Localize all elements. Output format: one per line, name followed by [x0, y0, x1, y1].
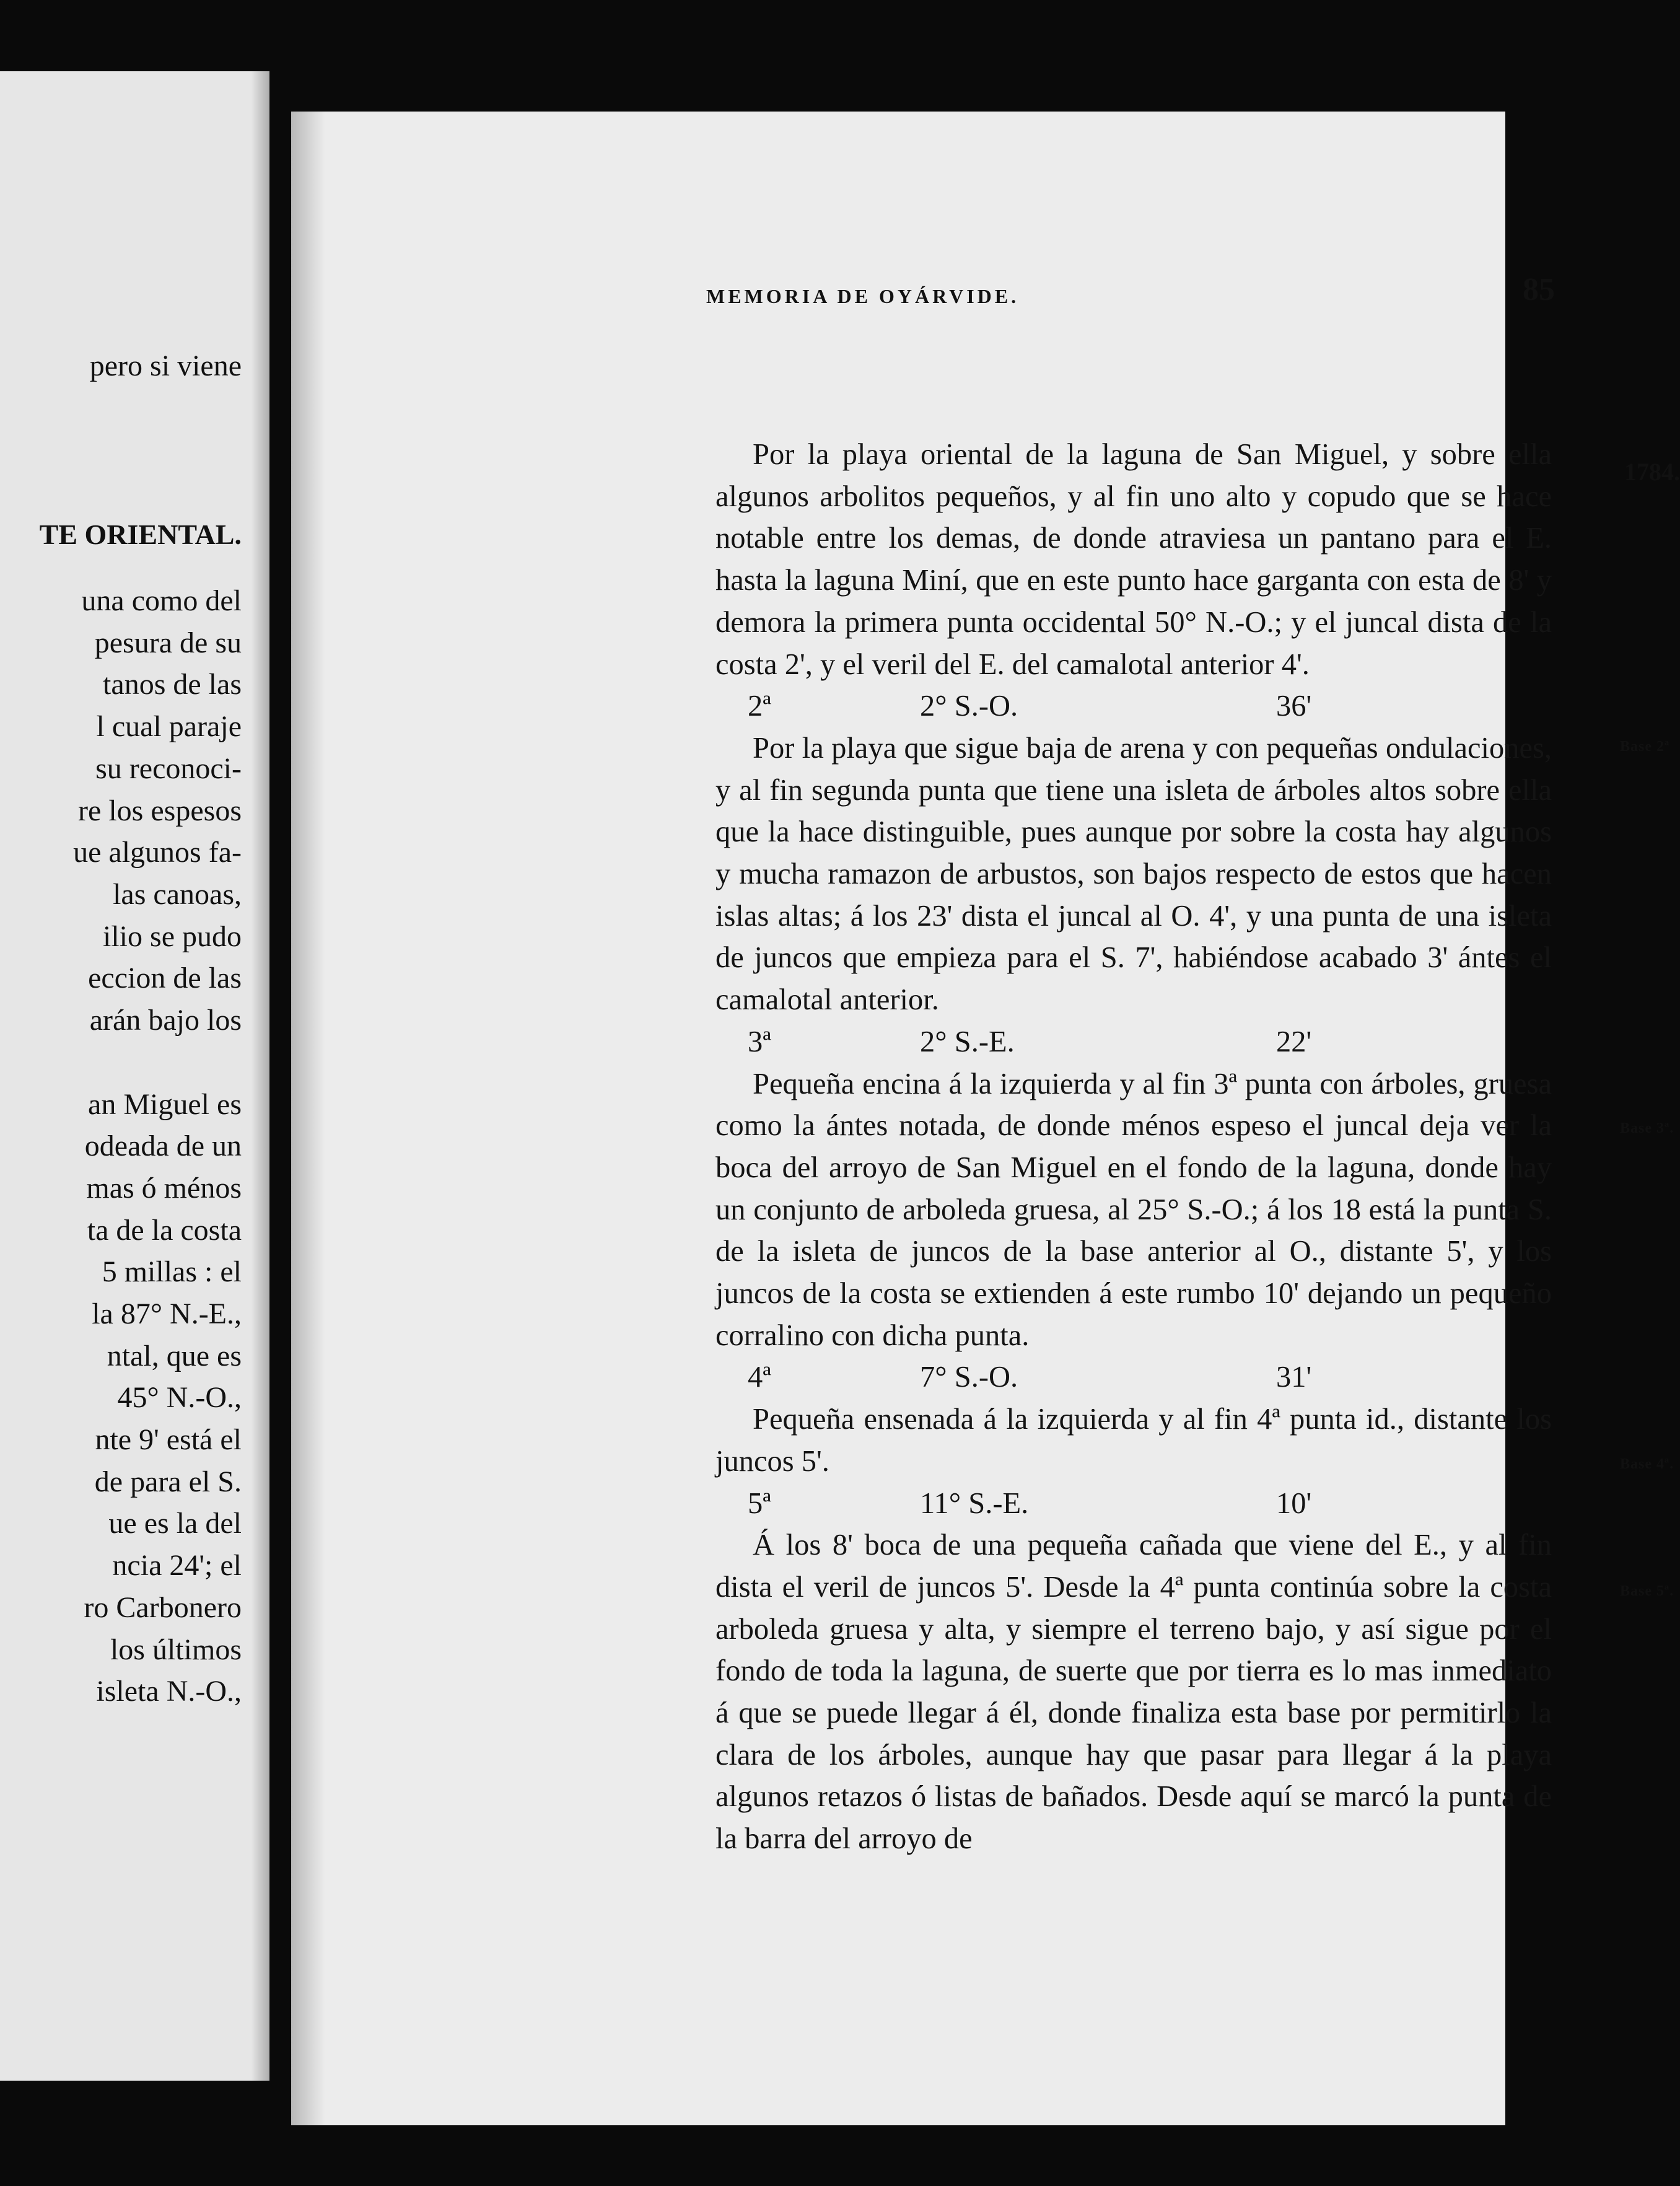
paragraph: Pequeña ensenada á la izquierda y al fin 4ª punta id., distante los juncos 5'.: [715, 1403, 1552, 1478]
distance: 10': [1276, 1486, 1312, 1520]
base-margin-note: Base 4ª.: [1620, 1456, 1674, 1472]
base-number: 5ª: [748, 1486, 771, 1520]
left-heading: TE ORIENTAL.: [39, 519, 242, 550]
paragraph: Á los 8' boca de una pequeña cañada que viene del E., y al fin dista el veril de juncos 5'. Desde la 4ª punta continúa sobre la costa arboleda gruesa y alta, y siempre el terreno bajo, y así sigue por el fondo de toda la laguna, de suerte que por tierra es lo mas inmediato á que se puede llegar á él, donde finaliza esta base por permitirlo la clara de los árboles, aunque hay que pasar para llegar á la playa algunos retazos ó listas de bañados. Desde aquí se marcó la punta de la barra del arroyo de: [715, 1529, 1552, 1856]
distance: 22': [1276, 1025, 1312, 1058]
left-line: ilio se pudo: [103, 920, 242, 953]
base-entry-row: [715, 685, 1552, 727]
base-margin-note: Base 2ª: [1620, 739, 1670, 755]
distance: 31': [1276, 1361, 1312, 1394]
bearing: 2° S.-E.: [920, 1025, 1015, 1058]
running-header: MEMORIA DE OYÁRVIDE.: [706, 285, 1020, 307]
left-line: eccion de las: [88, 962, 242, 994]
body-text: [715, 434, 1552, 1860]
distance: 36': [1276, 690, 1312, 723]
left-line: una como del: [81, 584, 242, 617]
left-line: l cual paraje: [96, 710, 242, 743]
left-line: 5 millas : el: [102, 1255, 242, 1288]
left-line: la 87° N.-E.,: [92, 1297, 242, 1330]
base-number: 3ª: [748, 1025, 771, 1058]
base-entry-row: [715, 1356, 1552, 1398]
left-line: pesura de su: [94, 626, 242, 659]
page-curl-shadow: [291, 112, 325, 2125]
left-line: ue es la del: [108, 1507, 242, 1540]
main-page: [291, 112, 1680, 2125]
left-line: su reconoci-: [95, 752, 242, 785]
base-margin-note: Base 5ª.: [1620, 1583, 1674, 1599]
bearing: 11° S.-E.: [920, 1486, 1029, 1520]
left-line: odeada de un: [84, 1130, 242, 1162]
base-margin-note: Base 3ª.: [1620, 1120, 1674, 1136]
left-page-gutter-shadow: [251, 71, 269, 2081]
paragraph: Por la playa oriental de la laguna de San Miguel, y sobre ella algunos arbolitos pequeños, y al fin uno alto y copudo que se hace notable entre los demas, de donde atraviesa un pantano para el E. hasta la laguna Miní, que en este punto hace garganta con esta de 8' y demora la primera punta occidental 50° N.-O.; y el juncal dista de la costa 2', y el veril del E. del camalotal anterior 4'.: [715, 438, 1552, 681]
page-number: 85: [1523, 272, 1555, 307]
left-line: los últimos: [110, 1633, 242, 1666]
base-entry-row: [715, 1021, 1552, 1063]
left-line: pero si viene: [89, 349, 242, 382]
left-line: de para el S.: [94, 1465, 242, 1498]
left-line: ntal, que es: [107, 1340, 242, 1372]
left-line: mas ó ménos: [86, 1172, 242, 1205]
left-line: ta de la costa: [87, 1214, 242, 1247]
left-line: tanos de las: [103, 668, 242, 701]
left-line: arán bajo los: [89, 1004, 242, 1037]
left-line: an Miguel es: [88, 1088, 242, 1121]
paragraph: Pequeña encina á la izquierda y al fin 3ª punta con árboles, gruesa como la ántes notada, de donde ménos espeso el juncal deja ver la boca del arroyo de San Miguel en el fondo de la laguna, donde hay un conjunto de arboleda gruesa, al 25° S.-O.; á los 18 está la punta S. de la isleta de juncos de la base anterior al O., distante 5', y los juncos de la costa se extienden á este rumbo 10' dejando un pequeño corralino con dicha punta.: [715, 1067, 1552, 1352]
left-line: ue algunos fa-: [73, 836, 242, 869]
base-entry-row: [715, 1483, 1552, 1525]
bearing: 2° S.-O.: [920, 690, 1018, 723]
left-line: ro Carbonero: [84, 1591, 242, 1624]
year-margin-note: 1784.: [1624, 458, 1680, 486]
paragraph: Por la playa que sigue baja de arena y con pequeñas ondulaciones, y al fin segunda punta que tiene una isleta de árboles altos sobre ella que la hace distinguible, pues aunque por sobre la costa hay algunos y mucha ramazon de arbustos, son bajos respecto de estos que hacen islas altas; á los 23' dista el juncal al O. 4', y una punta de una isleta de juncos que empieza para el S. 7', habiéndose acabado 3' ántes el camalotal anterior.: [715, 731, 1552, 1017]
left-line: isleta N.-O.,: [96, 1675, 242, 1708]
left-line: 45° N.-O.,: [117, 1381, 242, 1414]
left-page-fragment: [0, 71, 269, 2081]
left-line: nte 9' está el: [95, 1423, 242, 1456]
left-line: las canoas,: [113, 878, 242, 911]
left-line: re los espesos: [78, 794, 242, 827]
base-number: 4ª: [748, 1361, 771, 1394]
bearing: 7° S.-O.: [920, 1361, 1018, 1394]
left-line: ncia 24'; el: [112, 1549, 242, 1582]
base-number: 2ª: [748, 690, 771, 723]
